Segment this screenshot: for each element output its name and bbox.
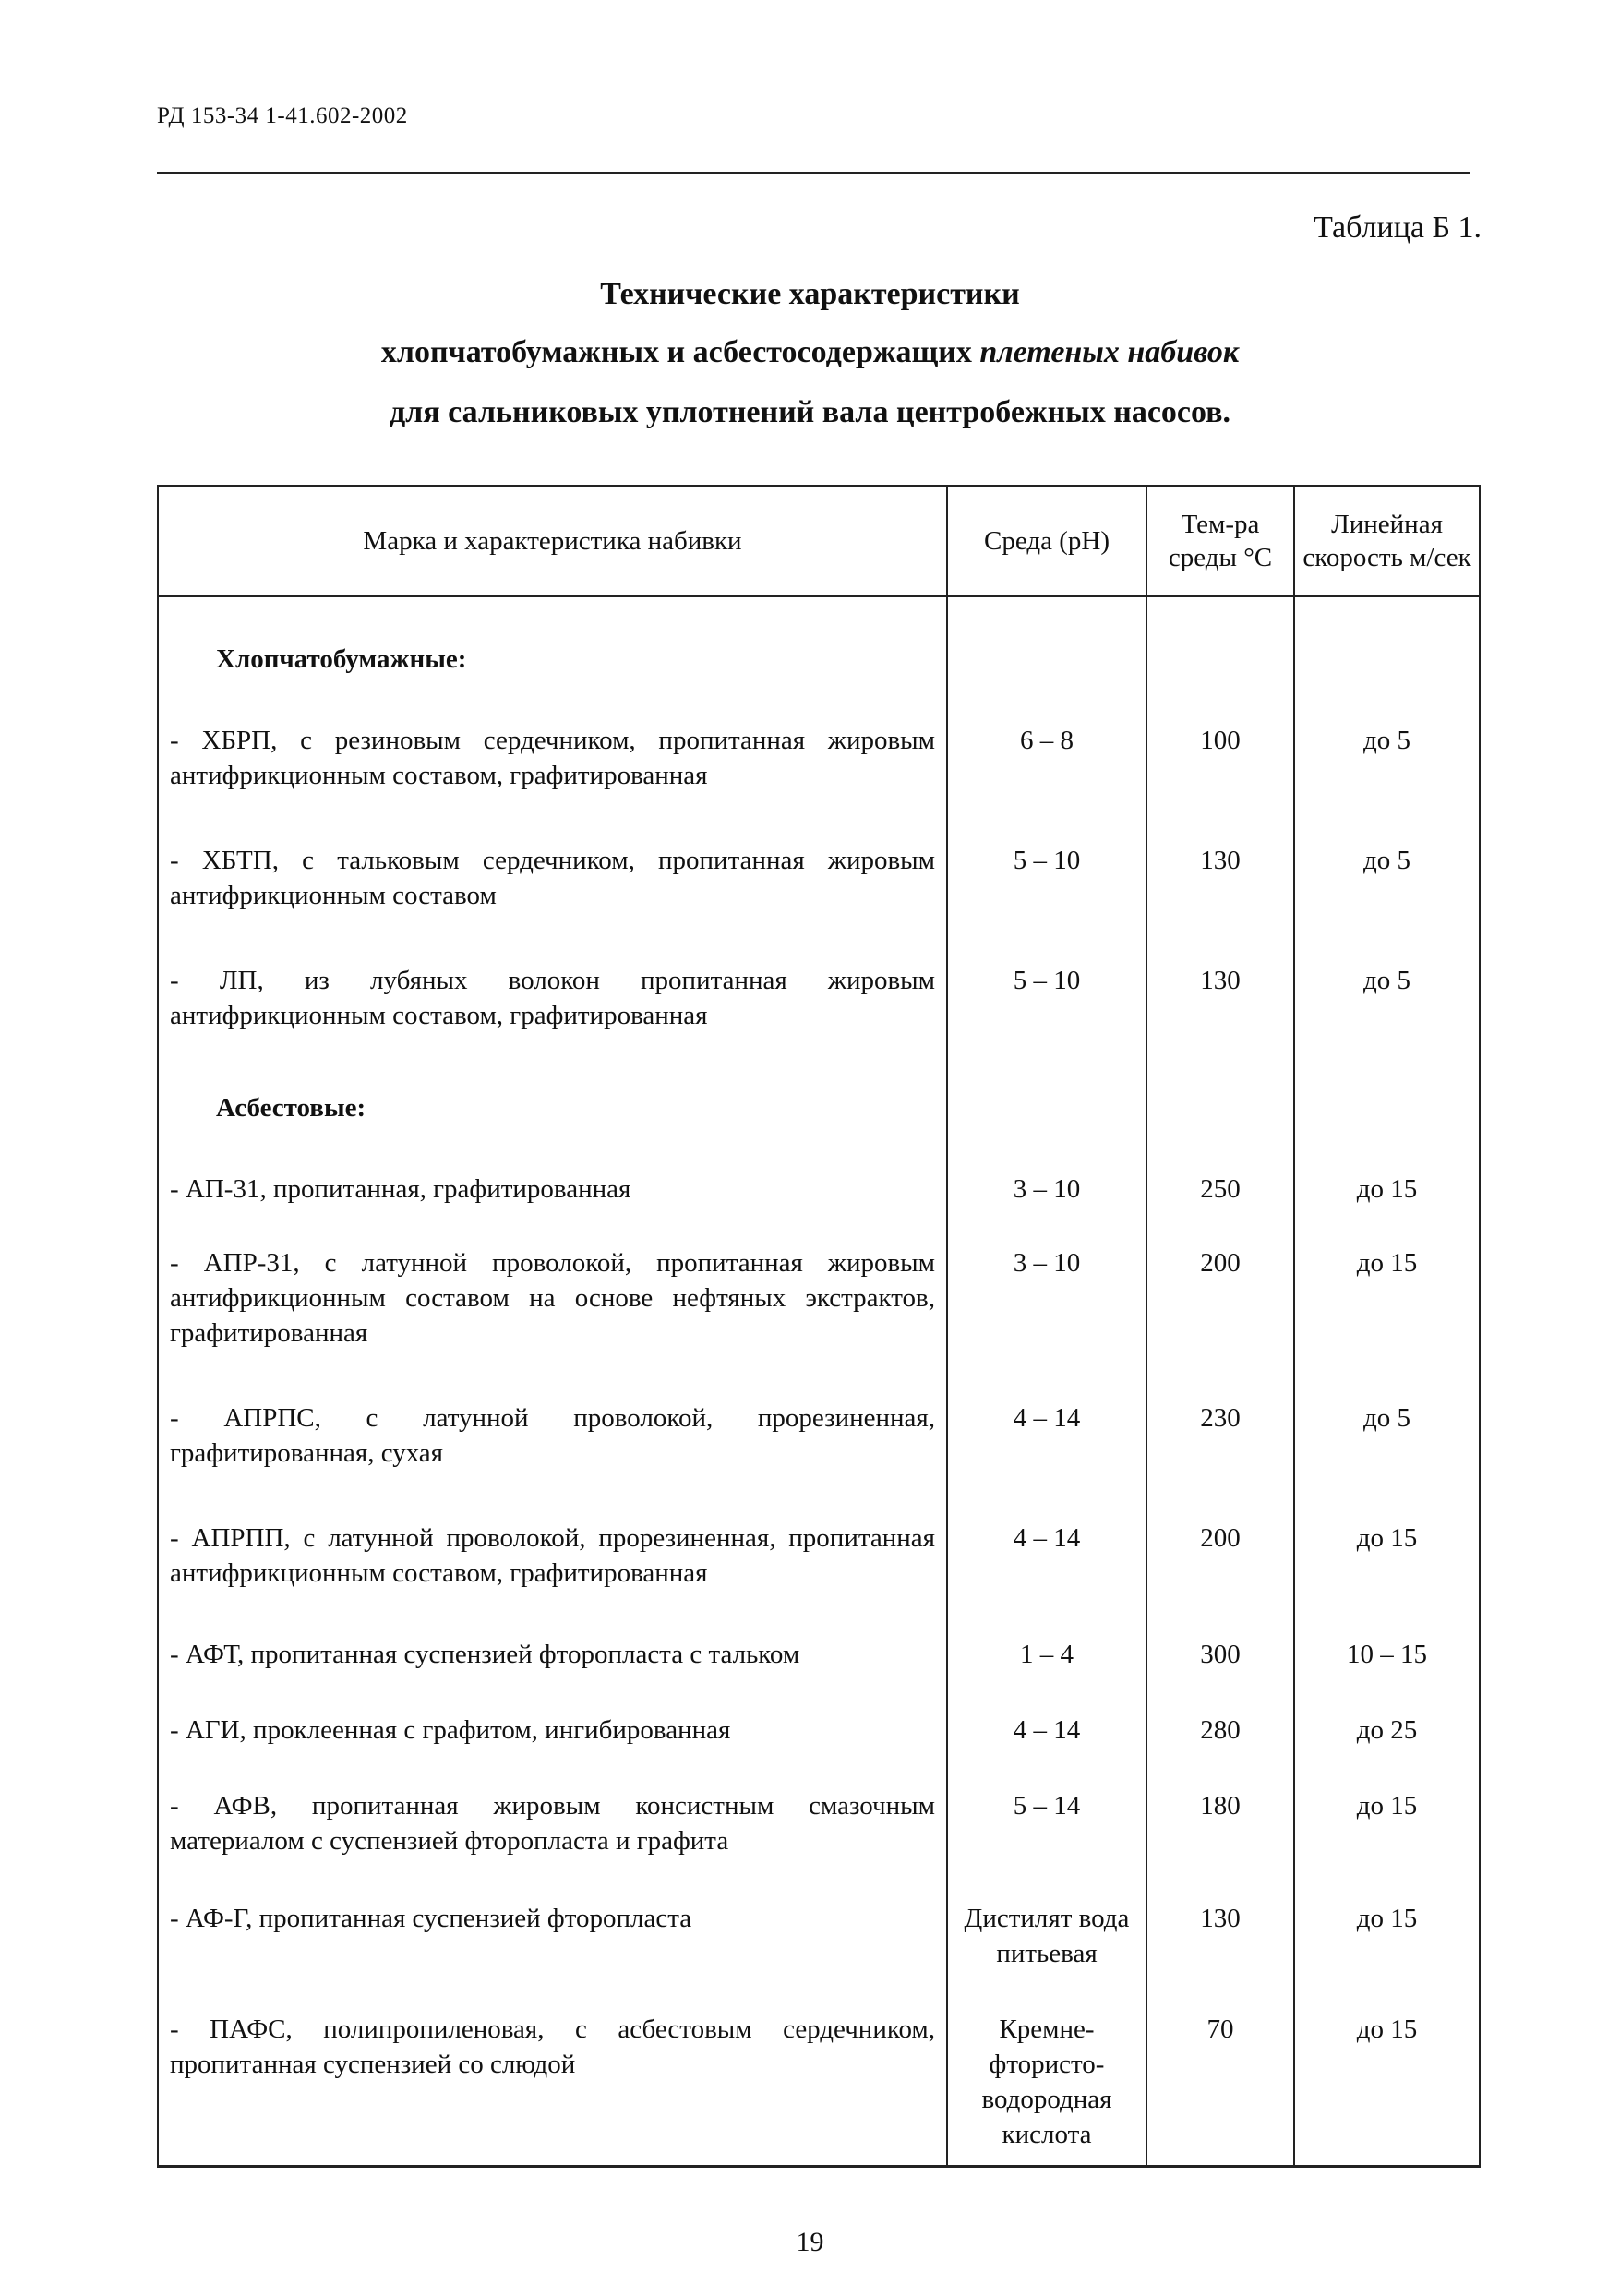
table-row (158, 1980, 1480, 2167)
temperature-value: 130 (1146, 1869, 1294, 1980)
page-number: 19 (796, 2227, 824, 2257)
table-title-line-1: Технические характеристики (600, 277, 1020, 311)
packing-description: - АГИ, проклеенная с графитом, ингибированная (158, 1681, 947, 1757)
temperature-value: 250 (1146, 1136, 1294, 1218)
column-header-temperature: Тем-ра среды °C (1146, 486, 1294, 596)
packing-spec-table (157, 485, 1481, 2168)
linear-speed-value: до 5 (1294, 688, 1480, 808)
temperature-value: 180 (1146, 1757, 1294, 1869)
table-title-line-2 (0, 335, 1620, 370)
table-label: Таблица Б 1. (1314, 210, 1482, 245)
table-row (158, 1681, 1480, 1757)
packing-description: - ХБТП, с тальковым сердечником, пропитанная жировым антифрикционным составом (158, 808, 947, 928)
column-header-medium-ph: Среда (pH) (947, 486, 1146, 596)
temperature-value: 130 (1146, 928, 1294, 1046)
temperature-value: 130 (1146, 808, 1294, 928)
medium-ph-value: 1 – 4 (947, 1605, 1146, 1681)
table-row (158, 1136, 1480, 1218)
empty-cell (947, 1046, 1146, 1136)
header-divider (157, 172, 1470, 174)
packing-description: - ХБРП, с резиновым сердечником, пропитанная жировым антифрикционным составом, графитированная (158, 688, 947, 808)
temperature-value: 300 (1146, 1605, 1294, 1681)
medium-ph-value: 5 – 10 (947, 808, 1146, 928)
temperature-value: 280 (1146, 1681, 1294, 1757)
column-header-linear-speed: Линейная скорость м/сек (1294, 486, 1480, 596)
table-body (158, 596, 1480, 2167)
packing-description: - АФТ, пропитанная суспензией фторопласта с тальком (158, 1605, 947, 1681)
linear-speed-value: до 25 (1294, 1681, 1480, 1757)
linear-speed-value: до 15 (1294, 1218, 1480, 1365)
temperature-value: 200 (1146, 1485, 1294, 1605)
medium-ph-value: 3 – 10 (947, 1218, 1146, 1365)
medium-ph-value: Кремне-фтористо-водородная кислота (947, 1980, 1146, 2167)
table-header-row (158, 486, 1480, 596)
linear-speed-value: до 15 (1294, 1136, 1480, 1218)
linear-speed-value: до 15 (1294, 1869, 1480, 1980)
packing-description: - АПРПП, с латунной проволокой, прорезиненная, пропитанная антифрикционным составом, графитированная (158, 1485, 947, 1605)
medium-ph-value: 5 – 14 (947, 1757, 1146, 1869)
packing-description: - ПАФС, полипропиленовая, с асбестовым сердечником, пропитанная суспензией со слюдой (158, 1980, 947, 2167)
table-title-line-2-part-1: хлопчатобумажных и асбестосодержащих (380, 335, 980, 369)
table-row (158, 1485, 1480, 1605)
medium-ph-value: Дистилят вода питьевая (947, 1869, 1146, 1980)
table-row (158, 1605, 1480, 1681)
temperature-value: 100 (1146, 688, 1294, 808)
table-row (158, 1365, 1480, 1485)
table-row (158, 1218, 1480, 1365)
packing-description: - АФВ, пропитанная жировым консистным смазочным материалом с суспензией фторопласта и графита (158, 1757, 947, 1869)
table-title-line-2-part-2: плетеных набивок (979, 335, 1240, 369)
packing-description: - АПРПС, с латунной проволокой, прорезиненная, графитированная, сухая (158, 1365, 947, 1485)
table-group-row (158, 1046, 1480, 1136)
empty-cell (1146, 1046, 1294, 1136)
table-row (158, 928, 1480, 1046)
empty-cell (947, 596, 1146, 688)
medium-ph-value: 4 – 14 (947, 1485, 1146, 1605)
linear-speed-value: до 5 (1294, 808, 1480, 928)
packing-description: - АП-31, пропитанная, графитированная (158, 1136, 947, 1218)
linear-speed-value: до 5 (1294, 928, 1480, 1046)
packing-description: - АПР-31, с латунной проволокой, пропитанная жировым антифрикционным составом на основе нефтяных экстрактов, графитированная (158, 1218, 947, 1365)
temperature-value: 70 (1146, 1980, 1294, 2167)
table-title-line-3: для сальниковых уплотнений вала центробежных насосов. (389, 395, 1231, 429)
column-header-grade: Марка и характеристика набивки (158, 486, 947, 596)
empty-cell (1146, 596, 1294, 688)
table-row (158, 1869, 1480, 1980)
medium-ph-value: 6 – 8 (947, 688, 1146, 808)
linear-speed-value: до 5 (1294, 1365, 1480, 1485)
empty-cell (1294, 1046, 1480, 1136)
document-code: РД 153-34 1-41.602-2002 (157, 103, 408, 128)
linear-speed-value: до 15 (1294, 1980, 1480, 2167)
temperature-value: 230 (1146, 1365, 1294, 1485)
empty-cell (1294, 596, 1480, 688)
table-row (158, 688, 1480, 808)
temperature-value: 200 (1146, 1218, 1294, 1365)
table-row (158, 808, 1480, 928)
linear-speed-value: до 15 (1294, 1757, 1480, 1869)
group-label: Асбестовые: (158, 1046, 947, 1136)
packing-description: - ЛП, из лубяных волокон пропитанная жировым антифрикционным составом, графитированная (158, 928, 947, 1046)
medium-ph-value: 4 – 14 (947, 1681, 1146, 1757)
group-label: Хлопчатобумажные: (158, 596, 947, 688)
table-row (158, 1757, 1480, 1869)
medium-ph-value: 4 – 14 (947, 1365, 1146, 1485)
medium-ph-value: 5 – 10 (947, 928, 1146, 1046)
linear-speed-value: до 15 (1294, 1485, 1480, 1605)
packing-description: - АФ-Г, пропитанная суспензией фторопласта (158, 1869, 947, 1980)
linear-speed-value: 10 – 15 (1294, 1605, 1480, 1681)
table-group-row (158, 596, 1480, 688)
medium-ph-value: 3 – 10 (947, 1136, 1146, 1218)
